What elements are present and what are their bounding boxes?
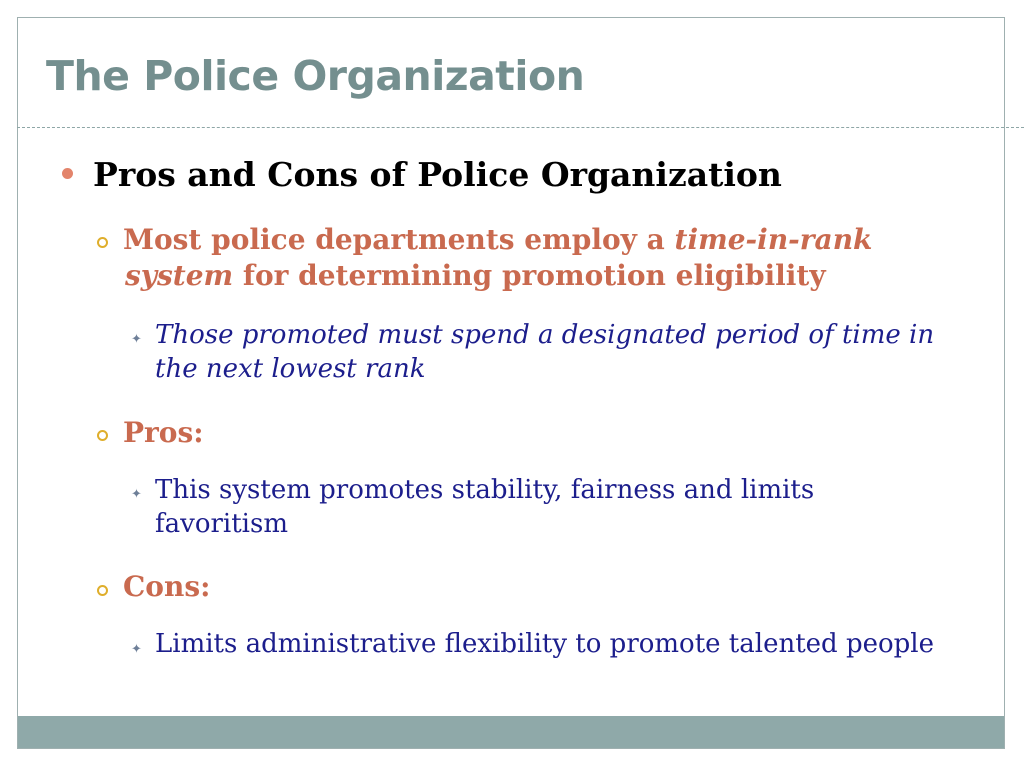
- point1-detail-line2: the next lowest rank: [155, 354, 426, 384]
- level2-bullet-icon: [97, 585, 108, 596]
- point1-line2: [125, 259, 826, 292]
- title-divider: [17, 127, 1024, 128]
- slide-title: The Police Organization: [46, 52, 585, 100]
- level1-bullet-icon: [62, 168, 73, 179]
- point1-detail-line1: Those promoted must spend a designated period of time in: [155, 320, 935, 350]
- cons-detail-line1: Limits administrative flexibility to promote talented people: [155, 629, 934, 659]
- level3-bullet-icon: ✦: [131, 332, 142, 347]
- level3-bullet-icon: ✦: [131, 487, 142, 502]
- point1-line2-suffix: for determining promotion eligibility: [233, 259, 826, 292]
- footer-band: [18, 716, 1004, 748]
- level3-bullet-icon: ✦: [131, 642, 142, 657]
- level2-bullet-icon: [97, 430, 108, 441]
- point1-emphasis-system: system: [125, 259, 234, 292]
- pros-detail-line2: favoritism: [155, 509, 288, 539]
- cons-label: Cons:: [123, 570, 211, 603]
- level2-bullet-icon: [97, 237, 108, 248]
- pros-detail-line1: This system promotes stability, fairness and limits: [155, 475, 815, 505]
- pros-label: Pros:: [123, 416, 204, 449]
- point1-emphasis-time-in-rank: time-in-rank: [674, 223, 873, 256]
- point1-line1: [123, 223, 872, 256]
- section-heading: Pros and Cons of Police Organization: [93, 155, 782, 194]
- point1-line1-prefix: Most police departments employ a: [123, 223, 675, 256]
